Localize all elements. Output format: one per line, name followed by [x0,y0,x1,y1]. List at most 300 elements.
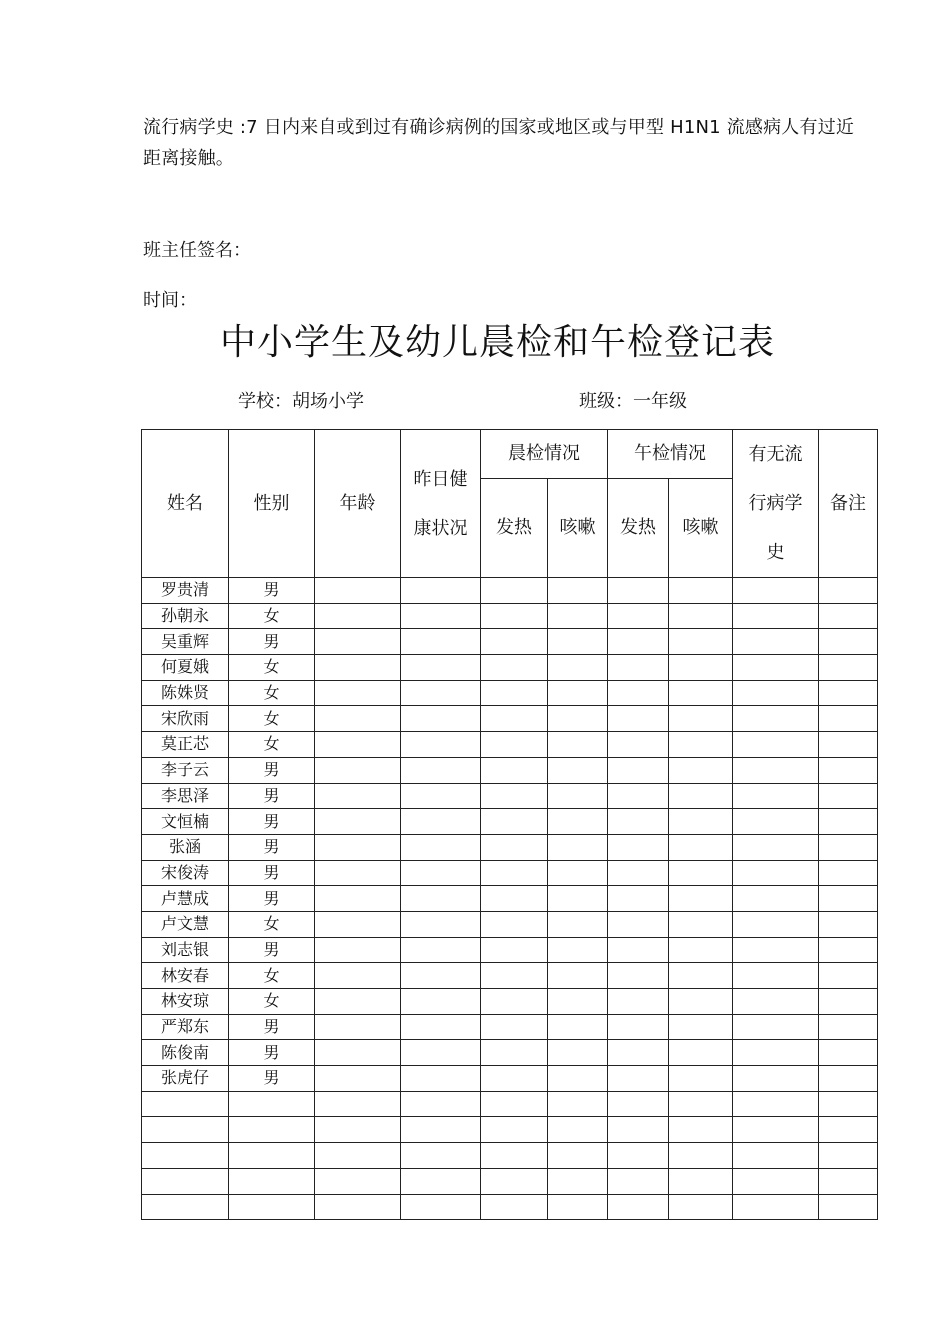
empty-cell [315,989,401,1015]
empty-cell [733,989,819,1015]
empty-cell [315,783,401,809]
empty-cell [401,860,481,886]
empty-cell [401,578,481,604]
empty-cell [669,1040,733,1066]
empty-cell [819,809,878,835]
header-health [401,430,481,578]
empty-cell [819,834,878,860]
empty-cell [733,655,819,681]
empty-cell [548,757,608,783]
empty-cell [481,578,548,604]
empty-cell [819,1066,878,1092]
empty-cell [481,809,548,835]
student-gender: 男 [229,886,315,912]
empty-cell [481,1143,548,1169]
student-gender: 女 [229,911,315,937]
empty-cell [669,655,733,681]
header-health-line1: 昨日健 [413,468,468,490]
student-name: 孙朝永 [142,603,229,629]
empty-cell [481,603,548,629]
empty-cell [669,578,733,604]
empty-cell [669,603,733,629]
empty-cell [401,783,481,809]
empty-cell [315,603,401,629]
empty-cell [733,1091,819,1117]
empty-cell [819,1194,878,1220]
table-row [142,629,878,655]
empty-cell [669,1117,733,1143]
empty-cell [401,989,481,1015]
header-noon-fever: 发热 [608,478,669,577]
student-name: 刘志银 [142,937,229,963]
empty-cell [548,1168,608,1194]
empty-cell [481,1117,548,1143]
empty-cell [481,629,548,655]
empty-cell [608,1168,669,1194]
empty-cell [315,937,401,963]
empty-cell [401,706,481,732]
student-name: 何夏娥 [142,655,229,681]
empty-cell [315,1168,401,1194]
empty-cell [548,834,608,860]
empty-cell [401,1091,481,1117]
empty-cell [548,886,608,912]
empty-cell [481,706,548,732]
empty-cell [819,989,878,1015]
empty-cell [481,937,548,963]
empty-cell [481,757,548,783]
empty-cell [401,963,481,989]
header-age: 年龄 [315,430,401,578]
signature-label: 班主任签名： [143,240,251,261]
table-row [142,1040,878,1066]
empty-cell [608,834,669,860]
empty-cell [733,603,819,629]
empty-cell [401,1066,481,1092]
empty-cell [229,1143,315,1169]
class-label: 班级：一年级 [579,391,687,412]
empty-cell [401,1040,481,1066]
student-gender: 男 [229,809,315,835]
empty-cell [548,1014,608,1040]
register-body [142,578,878,1220]
empty-cell [481,1194,548,1220]
empty-cell [819,578,878,604]
empty-cell [315,578,401,604]
empty-cell [142,1117,229,1143]
empty-cell [669,1194,733,1220]
student-name: 莫正芯 [142,732,229,758]
empty-cell [481,1040,548,1066]
empty-cell [733,706,819,732]
empty-cell [669,757,733,783]
empty-cell [315,757,401,783]
empty-cell [669,1143,733,1169]
empty-cell [669,732,733,758]
student-name: 张涵 [142,834,229,860]
header-history-line3: 史 [766,542,785,563]
empty-cell [401,1117,481,1143]
empty-cell [548,911,608,937]
empty-cell [608,1117,669,1143]
empty-cell [548,809,608,835]
student-name: 文恒楠 [142,809,229,835]
empty-cell [315,732,401,758]
empty-cell [608,578,669,604]
empty-cell [315,706,401,732]
empty-cell [548,1143,608,1169]
header-noon-cough: 咳嗽 [669,478,733,577]
student-gender: 男 [229,937,315,963]
empty-cell [315,1143,401,1169]
empty-cell [142,1091,229,1117]
student-gender: 女 [229,655,315,681]
header-morning-fever: 发热 [481,478,548,577]
empty-cell [819,706,878,732]
empty-cell [669,629,733,655]
empty-cell [481,989,548,1015]
empty-cell [608,732,669,758]
empty-cell [315,1040,401,1066]
empty-cell [733,1168,819,1194]
empty-cell [481,1014,548,1040]
empty-cell [481,732,548,758]
empty-cell [608,937,669,963]
empty-cell [608,1194,669,1220]
student-gender: 男 [229,757,315,783]
student-name: 宋俊涛 [142,860,229,886]
empty-cell [669,886,733,912]
student-name: 李子云 [142,757,229,783]
empty-cell [401,1168,481,1194]
empty-cell [548,783,608,809]
empty-cell [608,706,669,732]
empty-cell [548,1194,608,1220]
empty-cell [481,783,548,809]
empty-cell [608,860,669,886]
empty-cell [548,1117,608,1143]
empty-cell [401,1143,481,1169]
empty-cell [481,1066,548,1092]
empty-cell [608,629,669,655]
empty-cell [669,834,733,860]
empty-cell [669,860,733,886]
empty-cell [733,1117,819,1143]
empty-cell [819,911,878,937]
empty-cell [819,783,878,809]
empty-cell [608,1040,669,1066]
register-table [141,429,878,1220]
header-history-line1: 有无流 [748,444,803,465]
header-noon-check: 午检情况 [608,430,733,479]
empty-cell [819,1143,878,1169]
empty-cell [481,680,548,706]
empty-cell [315,1066,401,1092]
empty-cell [608,1014,669,1040]
empty-cell [733,860,819,886]
header-history-line2: 行病学 [748,493,803,514]
student-name: 宋欣雨 [142,706,229,732]
empty-cell [819,860,878,886]
empty-cell [733,809,819,835]
student-name: 张虎仔 [142,1066,229,1092]
empty-cell [401,757,481,783]
empty-cell [608,603,669,629]
student-name: 陈姝贤 [142,680,229,706]
empty-cell [733,578,819,604]
school-label: 学校：胡场小学 [238,391,364,412]
empty-cell [819,963,878,989]
empty-cell [315,834,401,860]
empty-cell [315,860,401,886]
empty-cell [229,1091,315,1117]
empty-cell [142,1194,229,1220]
empty-cell [481,886,548,912]
table-row [142,1091,878,1117]
student-name: 林安琼 [142,989,229,1015]
empty-cell [481,911,548,937]
empty-cell [315,1194,401,1220]
empty-cell [733,1143,819,1169]
student-gender: 男 [229,1014,315,1040]
empty-cell [548,860,608,886]
empty-cell [819,886,878,912]
empty-cell [401,655,481,681]
empty-cell [733,680,819,706]
table-row [142,1117,878,1143]
table-row [142,1014,878,1040]
table-row [142,1168,878,1194]
empty-cell [548,1091,608,1117]
empty-cell [315,680,401,706]
empty-cell [401,680,481,706]
empty-cell [548,629,608,655]
empty-cell [548,732,608,758]
empty-cell [733,757,819,783]
student-gender: 女 [229,603,315,629]
empty-cell [733,1040,819,1066]
empty-cell [819,629,878,655]
empty-cell [401,834,481,860]
empty-cell [608,1143,669,1169]
empty-cell [315,629,401,655]
table-row [142,680,878,706]
student-name: 李思泽 [142,783,229,809]
empty-cell [733,783,819,809]
empty-cell [548,578,608,604]
empty-cell [315,1014,401,1040]
empty-cell [669,963,733,989]
student-gender: 男 [229,578,315,604]
table-row [142,937,878,963]
table-row [142,911,878,937]
page-title: 中小学生及幼儿晨检和午检登记表 [219,322,775,363]
student-gender: 女 [229,732,315,758]
empty-cell [733,937,819,963]
empty-cell [401,629,481,655]
empty-cell [608,886,669,912]
empty-cell [142,1168,229,1194]
empty-cell [733,834,819,860]
time-label: 时间： [143,290,197,311]
empty-cell [733,1066,819,1092]
empty-cell [401,886,481,912]
table-row [142,1143,878,1169]
empty-cell [819,757,878,783]
student-gender: 男 [229,1066,315,1092]
header-name: 姓名 [142,430,229,578]
empty-cell [548,1066,608,1092]
empty-cell [819,603,878,629]
empty-cell [481,1091,548,1117]
student-name: 陈俊南 [142,1040,229,1066]
empty-cell [548,680,608,706]
table-row [142,860,878,886]
empty-cell [315,963,401,989]
empty-cell [401,1014,481,1040]
student-name: 林安春 [142,963,229,989]
student-gender: 女 [229,989,315,1015]
table-row [142,1194,878,1220]
empty-cell [548,963,608,989]
empty-cell [229,1117,315,1143]
empty-cell [733,1014,819,1040]
empty-cell [669,809,733,835]
student-name: 吴重辉 [142,629,229,655]
empty-cell [548,706,608,732]
empty-cell [669,989,733,1015]
empty-cell [608,963,669,989]
empty-cell [669,937,733,963]
empty-cell [142,1143,229,1169]
student-gender: 女 [229,706,315,732]
empty-cell [669,680,733,706]
student-gender: 男 [229,834,315,860]
empty-cell [401,603,481,629]
empty-cell [608,655,669,681]
header-morning-check: 晨检情况 [481,430,608,479]
table-row [142,1066,878,1092]
empty-cell [819,655,878,681]
empty-cell [548,989,608,1015]
header-morning-cough: 咳嗽 [548,478,608,577]
epidemiology-note: 流行病学史 :7 日内来自或到过有确诊病例的国家或地区或与甲型 H1N1 流感病人有过近距离接触。 [143,117,855,169]
table-row [142,989,878,1015]
empty-cell [819,732,878,758]
table-row [142,603,878,629]
empty-cell [481,963,548,989]
empty-cell [733,1194,819,1220]
empty-cell [819,1014,878,1040]
empty-cell [733,886,819,912]
empty-cell [401,911,481,937]
table-row [142,834,878,860]
empty-cell [548,655,608,681]
student-name: 卢慧成 [142,886,229,912]
table-row [142,783,878,809]
student-gender: 女 [229,680,315,706]
header-gender: 性别 [229,430,315,578]
empty-cell [401,809,481,835]
empty-cell [229,1194,315,1220]
header-health-line2: 康状况 [413,517,468,539]
empty-cell [229,1168,315,1194]
empty-cell [315,809,401,835]
empty-cell [481,834,548,860]
empty-cell [669,1014,733,1040]
empty-cell [315,1091,401,1117]
empty-cell [315,886,401,912]
table-row [142,732,878,758]
empty-cell [401,732,481,758]
empty-cell [819,1117,878,1143]
empty-cell [819,1168,878,1194]
empty-cell [548,603,608,629]
header-epidemic-history [733,430,819,578]
empty-cell [608,809,669,835]
table-row [142,757,878,783]
empty-cell [401,1194,481,1220]
table-row [142,809,878,835]
empty-cell [819,680,878,706]
empty-cell [669,911,733,937]
table-row [142,886,878,912]
empty-cell [608,1091,669,1117]
empty-cell [819,1091,878,1117]
empty-cell [548,1040,608,1066]
empty-cell [819,1040,878,1066]
empty-cell [669,1168,733,1194]
empty-cell [669,783,733,809]
empty-cell [608,1066,669,1092]
empty-cell [315,911,401,937]
student-gender: 男 [229,1040,315,1066]
empty-cell [608,783,669,809]
empty-cell [669,1091,733,1117]
student-name: 卢文慧 [142,911,229,937]
empty-cell [315,1117,401,1143]
student-gender: 女 [229,963,315,989]
empty-cell [819,937,878,963]
empty-cell [669,1066,733,1092]
table-row [142,578,878,604]
empty-cell [733,911,819,937]
empty-cell [608,680,669,706]
empty-cell [733,732,819,758]
student-name: 罗贵清 [142,578,229,604]
table-row [142,655,878,681]
empty-cell [669,706,733,732]
empty-cell [481,655,548,681]
table-row [142,963,878,989]
empty-cell [481,860,548,886]
empty-cell [608,989,669,1015]
empty-cell [608,757,669,783]
empty-cell [315,655,401,681]
student-gender: 男 [229,783,315,809]
empty-cell [481,1168,548,1194]
header-remark: 备注 [819,430,878,578]
student-name: 严郑东 [142,1014,229,1040]
empty-cell [733,963,819,989]
student-gender: 男 [229,629,315,655]
student-gender: 男 [229,860,315,886]
empty-cell [608,911,669,937]
empty-cell [401,937,481,963]
table-row [142,706,878,732]
empty-cell [548,937,608,963]
empty-cell [733,629,819,655]
